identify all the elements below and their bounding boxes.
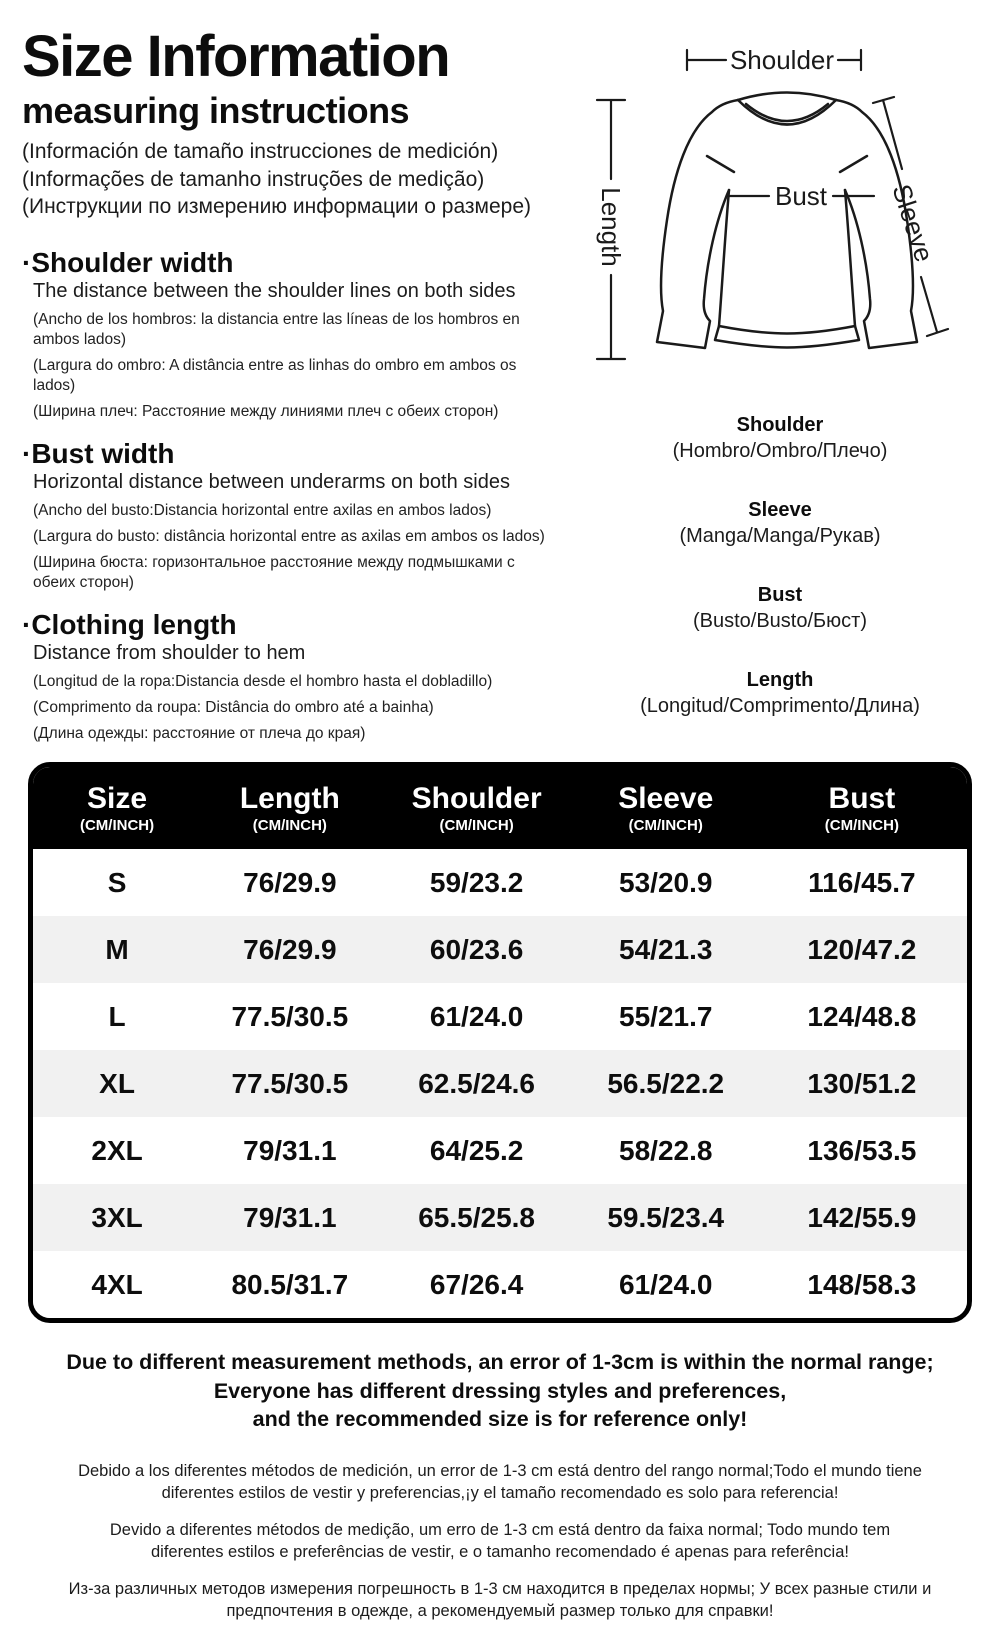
table-row-2xl xyxy=(33,1117,967,1184)
section-translation-pt: (Comprimento da roupa: Distância do ombro até a bainha) xyxy=(33,699,434,716)
cell-sleeve: 53/20.9 xyxy=(619,866,713,898)
diagram-bust-label: Bust xyxy=(774,181,828,211)
table-row-s xyxy=(33,849,967,916)
cell-size: XL xyxy=(99,1067,135,1099)
section-title-text: Bust width xyxy=(31,438,175,469)
cell-bust: 120/47.2 xyxy=(807,933,917,965)
section-translation-ru: (Длина одежды: расстояние от плеча до края) xyxy=(33,725,366,742)
cell-length: 76/29.9 xyxy=(243,933,337,965)
cell-size: S xyxy=(107,866,127,898)
cell-shoulder: 59/23.2 xyxy=(429,866,524,898)
cell-length: 79/31.1 xyxy=(243,1134,337,1166)
page-subtitle: measuring instructions xyxy=(22,90,410,131)
cell-shoulder: 60/23.6 xyxy=(429,933,524,965)
column-unit: (CM/INCH) xyxy=(79,816,155,834)
cell-size: 2XL xyxy=(91,1134,143,1166)
measure-label-sleeve xyxy=(570,497,990,549)
section-title-text: Clothing length xyxy=(31,609,237,640)
measure-translation: (Manga/Manga/Рукав) xyxy=(679,525,881,547)
cell-sleeve: 59.5/23.4 xyxy=(607,1201,725,1233)
sweatshirt-diagram-svg xyxy=(575,26,990,378)
cell-sleeve: 61/24.0 xyxy=(619,1268,713,1300)
subtitle-translation-pt: (Informações de tamanho instruções de medição) xyxy=(22,167,485,191)
table-row-3xl xyxy=(33,1184,967,1251)
cell-length: 76/29.9 xyxy=(243,866,337,898)
cell-sleeve: 55/21.7 xyxy=(619,1000,713,1032)
size-table-header xyxy=(33,767,967,849)
section-description: The distance between the shoulder lines on both sides xyxy=(33,280,516,302)
section-translation-ru: (Ширина бюста: горизонтальное расстояние между подмышками с обеих сторон) xyxy=(33,554,515,591)
column-unit: (CM/INCH) xyxy=(628,816,703,834)
column-unit: (CM/INCH) xyxy=(252,816,327,834)
section-bust-width xyxy=(22,437,567,593)
cell-bust: 116/45.7 xyxy=(808,866,916,898)
measure-name: Shoulder xyxy=(736,414,824,436)
section-clothing-length xyxy=(22,608,567,744)
measure-translation: (Hombro/Ombro/Плечо) xyxy=(672,440,888,462)
table-header-cell-sleeve xyxy=(575,782,757,835)
table-header-cell-size xyxy=(33,782,201,835)
disclaimer-line: Everyone has different dressing styles and preferences, xyxy=(213,1378,787,1403)
table-header-cell-shoulder xyxy=(379,782,575,835)
measure-name: Sleeve xyxy=(748,499,812,521)
section-description: Horizontal distance between underarms on both sides xyxy=(33,471,510,493)
body-outline xyxy=(719,190,855,334)
page-subtitle-translations xyxy=(22,138,567,221)
cell-bust: 136/53.5 xyxy=(807,1134,917,1166)
section-translation-es: (Longitud de la ropa:Distancia desde el hombro hasta el dobladillo) xyxy=(33,673,493,690)
column-label: Bust xyxy=(828,781,896,815)
table-header-cell-bust xyxy=(757,782,967,835)
cell-length: 79/31.1 xyxy=(243,1201,337,1233)
measuring-instructions xyxy=(22,246,567,759)
subtitle-translation-es: (Información de tamaño instrucciones de medición) xyxy=(22,140,499,163)
section-title xyxy=(22,246,567,279)
header xyxy=(22,26,567,221)
section-translation-ru: (Ширина плеч: Расстояние между линиями плеч с обеих сторон) xyxy=(33,403,499,420)
measure-name: Length xyxy=(746,669,814,691)
disclaimer-russian: Из-за различных методов измерения погрешность в 1-3 см находится в пределах нормы; У всех разные стили и предпочтения в одежде, а рекомендуемый размер только для справки! xyxy=(68,1579,932,1620)
disclaimer-english xyxy=(0,1348,1000,1434)
cell-size: L xyxy=(108,1000,126,1032)
table-row-l xyxy=(33,983,967,1050)
cell-length: 77.5/30.5 xyxy=(231,1067,349,1099)
cell-bust: 130/51.2 xyxy=(807,1067,917,1099)
column-label: Length xyxy=(239,781,340,815)
section-title xyxy=(22,437,567,470)
left-shoulder-seam xyxy=(707,156,734,172)
measure-translation: (Longitud/Comprimento/Длина) xyxy=(640,695,920,717)
bullet: · xyxy=(22,609,32,640)
cell-size: 3XL xyxy=(91,1201,143,1233)
measure-name: Bust xyxy=(757,584,803,606)
cell-shoulder: 62.5/24.6 xyxy=(418,1067,536,1099)
section-translation-pt: (Largura do ombro: A distância entre as linhas do ombro em ambos os lados) xyxy=(33,357,517,394)
disclaimer-spanish: Debido a los diferentes métodos de medición, un error de 1-3 cm está dentro del rango normal;Todo el mundo tiene diferentes estilos de vestir y preferencias,¡y el tamaño recomendado es solo para referencia! xyxy=(78,1461,922,1502)
right-shoulder-seam xyxy=(840,156,867,172)
size-table xyxy=(28,762,972,1323)
measure-label-list xyxy=(570,412,990,752)
disclaimer-line: and the recommended size is for reference only! xyxy=(252,1407,748,1431)
diagram-length-label: Length xyxy=(596,187,626,267)
section-translation-es: (Ancho de los hombros: la distancia entre las líneas de los hombros en ambos lados) xyxy=(33,311,520,348)
measure-translation: (Busto/Busto/Бюст) xyxy=(692,610,867,632)
section-title xyxy=(22,608,567,641)
cell-length: 77.5/30.5 xyxy=(231,1000,349,1032)
diagram-shoulder-label: Shoulder xyxy=(729,45,835,75)
measure-label-bust xyxy=(570,582,990,634)
table-row-xl xyxy=(33,1050,967,1117)
disclaimer-line: Due to different measurement methods, an error of 1-3cm is within the normal range; xyxy=(66,1350,934,1374)
cell-sleeve: 58/22.8 xyxy=(619,1134,713,1166)
cell-size: 4XL xyxy=(91,1268,143,1300)
cell-bust: 148/58.3 xyxy=(807,1268,917,1300)
disclaimer xyxy=(0,1348,1000,1623)
column-label: Size xyxy=(87,781,148,815)
collar-top-line xyxy=(738,93,836,101)
collar-inner-arc xyxy=(746,104,828,121)
measure-label-length xyxy=(570,667,990,719)
cell-bust: 124/48.8 xyxy=(807,1000,917,1032)
section-translation-pt: (Largura do busto: distância horizontal entre as axilas em ambos os lados) xyxy=(33,528,545,545)
cell-sleeve: 56.5/22.2 xyxy=(607,1067,725,1099)
cell-size: M xyxy=(105,933,129,965)
column-unit: (CM/INCH) xyxy=(439,816,514,834)
cell-shoulder: 61/24.0 xyxy=(429,1000,524,1032)
column-label: Shoulder xyxy=(411,781,542,815)
disclaimer-portuguese: Devido a diferentes métodos de medição, um erro de 1-3 cm está dentro da faixa normal; Todo mundo tem diferentes estilos e preferências de vestir, e o tamanho recomendado é apenas para referência! xyxy=(109,1520,891,1561)
page-title: Size Information xyxy=(22,24,450,89)
section-title-text: Shoulder width xyxy=(31,247,234,278)
table-header-cell-length xyxy=(201,782,378,835)
table-row-m xyxy=(33,916,967,983)
table-row-4xl xyxy=(33,1251,967,1318)
cell-shoulder: 64/25.2 xyxy=(429,1134,524,1166)
cell-shoulder: 65.5/25.8 xyxy=(418,1201,536,1233)
column-label: Sleeve xyxy=(618,781,714,815)
bullet: · xyxy=(22,438,32,469)
cell-sleeve: 54/21.3 xyxy=(619,933,713,965)
measure-label-shoulder xyxy=(570,412,990,464)
bullet: · xyxy=(22,247,32,278)
cell-shoulder: 67/26.4 xyxy=(429,1268,524,1300)
cell-bust: 142/55.9 xyxy=(807,1201,917,1233)
subtitle-translation-ru: (Инструкции по измерению информации о размере) xyxy=(22,195,532,218)
section-translation-es: (Ancho del busto:Distancia horizontal entre axilas en ambos lados) xyxy=(33,502,492,519)
sweatshirt-diagram xyxy=(575,26,990,378)
section-shoulder-width xyxy=(22,246,567,422)
column-unit: (CM/INCH) xyxy=(824,816,899,834)
section-description: Distance from shoulder to hem xyxy=(33,642,306,664)
diagram-sleeve-label: Sleeve xyxy=(886,180,940,266)
cell-length: 80.5/31.7 xyxy=(231,1268,349,1300)
